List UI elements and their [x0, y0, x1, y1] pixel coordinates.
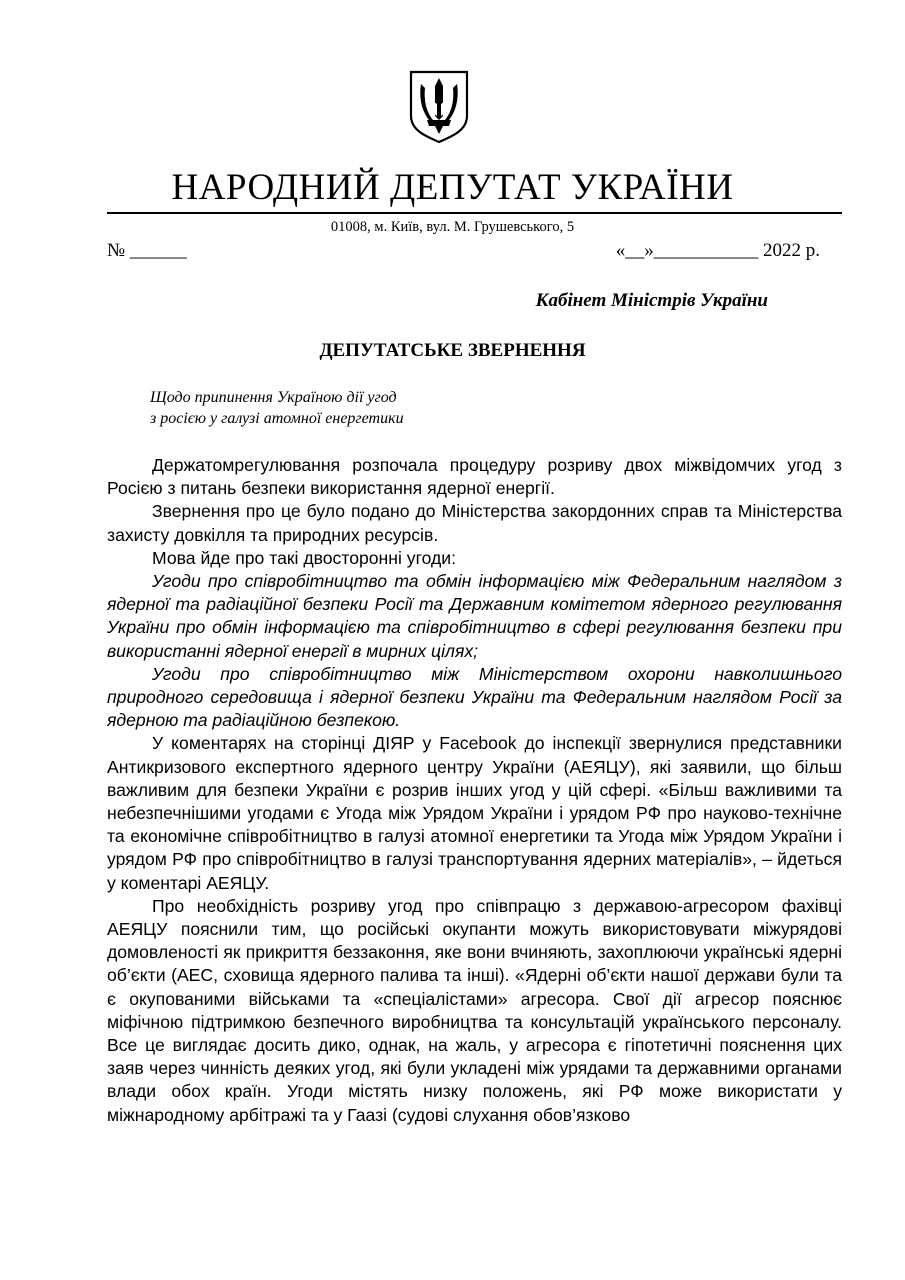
body-paragraph: Мова йде про такі двосторонні угоди: — [152, 547, 456, 568]
outgoing-number-line: № ______ — [107, 240, 187, 261]
body-paragraph: Про необхідність розриву угод про співпрацю з державою-агресором фахівці АЕЯЦУ пояснили тим, що російські окупанти можуть використовувати міжурядові домовленості як прикриття беззаконня, яке вони вчиняють, захоплюючи українські ядерні об’єкти (АЕС, сховища ядерного палива та інші). «Ядерні об’єкти нашої держави були та є окупованими військами та «спеціалістами» агресора. Свої дії агресор пояснює міфічною підтримкою безпечного виробництва та консультацій українського персоналу. Все це виглядає досить дико, однак, на жаль, у агресора є гіпотетичні пояснення цих заяв через чинність деяких угод, які були укладені між урядами та державними органами влади обох країн. Угоди містять низку положень, які РФ може використати у міжнародному арбітражі та у Гаазі (судові слухання обов’язково — [107, 895, 842, 1125]
recipient: Кабінет Міністрів України — [535, 290, 768, 311]
trident-coat-of-arms-icon — [409, 70, 469, 144]
agreement-item: Угоди про співробітництво та обмін інформацією між Федеральним наглядом з ядерної та радіаційної безпеки Росії та Державним комітетом ядерного регулювання України про обмін інформацією та співробітництво в сфері регулювання безпеки при використанні ядерної енергії в мирних цілях; — [107, 571, 842, 661]
agreement-item: Угоди про співробітництво між Міністерством охорони навколишнього природного середовища і ядерної безпеки України та Федеральним наглядом Росії за ядерною та радіаційною безпекою. — [107, 663, 842, 731]
body-paragraph: Звернення про це було подано до Міністерства закордонних справ та Міністерства захисту довкілля та природних ресурсів. — [107, 501, 842, 545]
letterhead-address: 01008, м. Київ, вул. М. Грушевського, 5 — [330, 219, 575, 235]
body-paragraph: У коментарях на сторінці ДІЯР у Facebook до інспекції звернулися представники Антикризового експертного ядерного центру України (АЕЯЦУ), які заявили, що більш важливим для безпеки України є розрив інших угод у цій сфері. «Більш важливими та небезпечнішими угодами є Угода між Урядом України і урядом РФ про науково-технічне та економічне співробітництво в галузі атомної енергетики та Угода між Урядом України і урядом РФ про співробітництво в галузі транспортування ядерних матеріалів», – йдеться у коментарі АЕЯЦУ. — [107, 733, 842, 893]
subject-block — [150, 387, 404, 429]
subject-line: Щодо припинення Україною дії угод — [150, 389, 397, 406]
letter-body — [107, 454, 842, 1127]
subject-line: з росією у галузі атомної енергетики — [150, 410, 404, 427]
date-line: «__»___________ 2022 р. — [615, 240, 820, 261]
letterhead-title: НАРОДНИЙ ДЕПУТАТ УКРАЇНИ — [171, 167, 734, 208]
document-heading: ДЕПУТАТСЬКЕ ЗВЕРНЕННЯ — [319, 340, 586, 361]
header-divider — [107, 212, 842, 214]
body-paragraph: Держатомрегулювання розпочала процедуру розриву двох міжвідомчих угод з Росією з питань безпеки використання ядерної енергії. — [107, 455, 842, 499]
